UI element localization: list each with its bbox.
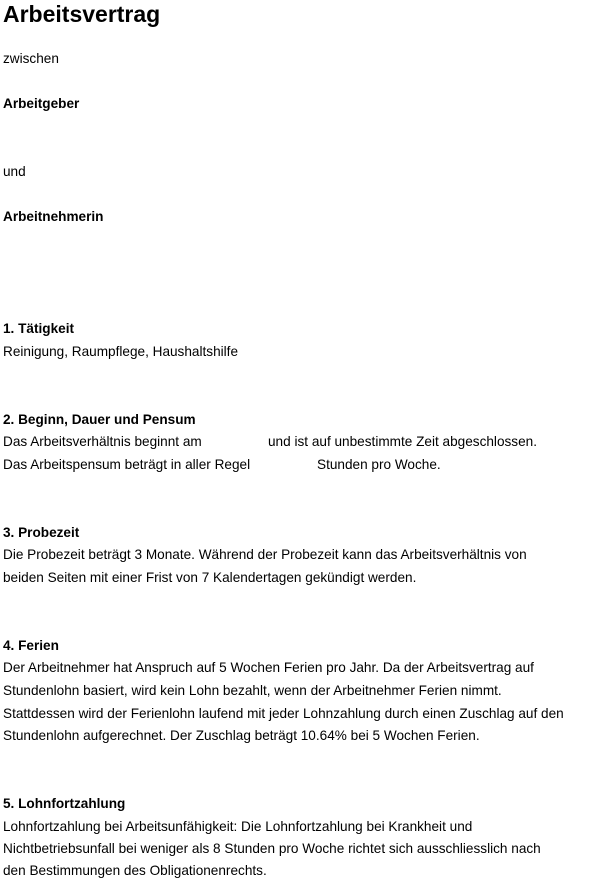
indefinite-term-text: und ist auf unbestimmte Zeit abgeschlossen. bbox=[268, 434, 538, 449]
section-3-line-2: beiden Seiten mit einer Frist von 7 Kalendertagen gekündigt werden. bbox=[3, 570, 417, 585]
section-5-line-2: Nichtbetriebsunfall bei weniger als 8 Stunden pro Woche richtet sich ausschliesslich nach bbox=[3, 841, 541, 856]
section-4-line-4: Stundenlohn aufgerechnet. Der Zuschlag beträgt 10.64% bei 5 Wochen Ferien. bbox=[3, 728, 480, 743]
and-label: und bbox=[3, 164, 26, 179]
section-5-heading: 5. Lohnfortzahlung bbox=[3, 796, 126, 811]
employee-label: Arbeitnehmerin bbox=[3, 209, 104, 224]
section-5-line-1: Lohnfortzahlung bei Arbeitsunfähigkeit: Die Lohnfortzahlung bei Krankheit und bbox=[3, 819, 473, 834]
section-4-line-2: Stundenlohn basiert, wird kein Lohn bezahlt, wenn der Arbeitnehmer Ferien nimmt. bbox=[3, 683, 502, 698]
employer-label: Arbeitgeber bbox=[3, 96, 80, 111]
workload-text: Das Arbeitspensum beträgt in aller Regel bbox=[3, 457, 251, 472]
start-date-text: Das Arbeitsverhältnis beginnt am bbox=[3, 434, 202, 449]
section-4-line-1: Der Arbeitnehmer hat Anspruch auf 5 Wochen Ferien pro Jahr. Da der Arbeitsvertrag auf bbox=[3, 660, 534, 675]
section-1-line-1: Reinigung, Raumpflege, Haushaltshilfe bbox=[3, 344, 239, 359]
section-3-line-1: Die Probezeit beträgt 3 Monate. Während der Probezeit kann das Arbeitsverhältnis von bbox=[3, 547, 527, 562]
section-2-heading: 2. Beginn, Dauer und Pensum bbox=[3, 412, 196, 427]
hours-per-week-text: Stunden pro Woche. bbox=[317, 457, 441, 472]
section-5-line-3: den Bestimmungen des Obligationenrechts. bbox=[3, 863, 267, 878]
section-2-line-1 bbox=[3, 433, 603, 451]
section-4-heading: 4. Ferien bbox=[3, 638, 59, 653]
section-2-line-2 bbox=[3, 456, 603, 474]
document-title: Arbeitsvertrag bbox=[3, 1, 161, 27]
section-3-heading: 3. Probezeit bbox=[3, 525, 80, 540]
between-label: zwischen bbox=[3, 51, 59, 66]
section-1-heading: 1. Tätigkeit bbox=[3, 321, 75, 336]
section-4-line-3: Stattdessen wird der Ferienlohn laufend mit jeder Lohnzahlung durch einen Zuschlag auf den bbox=[3, 706, 564, 721]
